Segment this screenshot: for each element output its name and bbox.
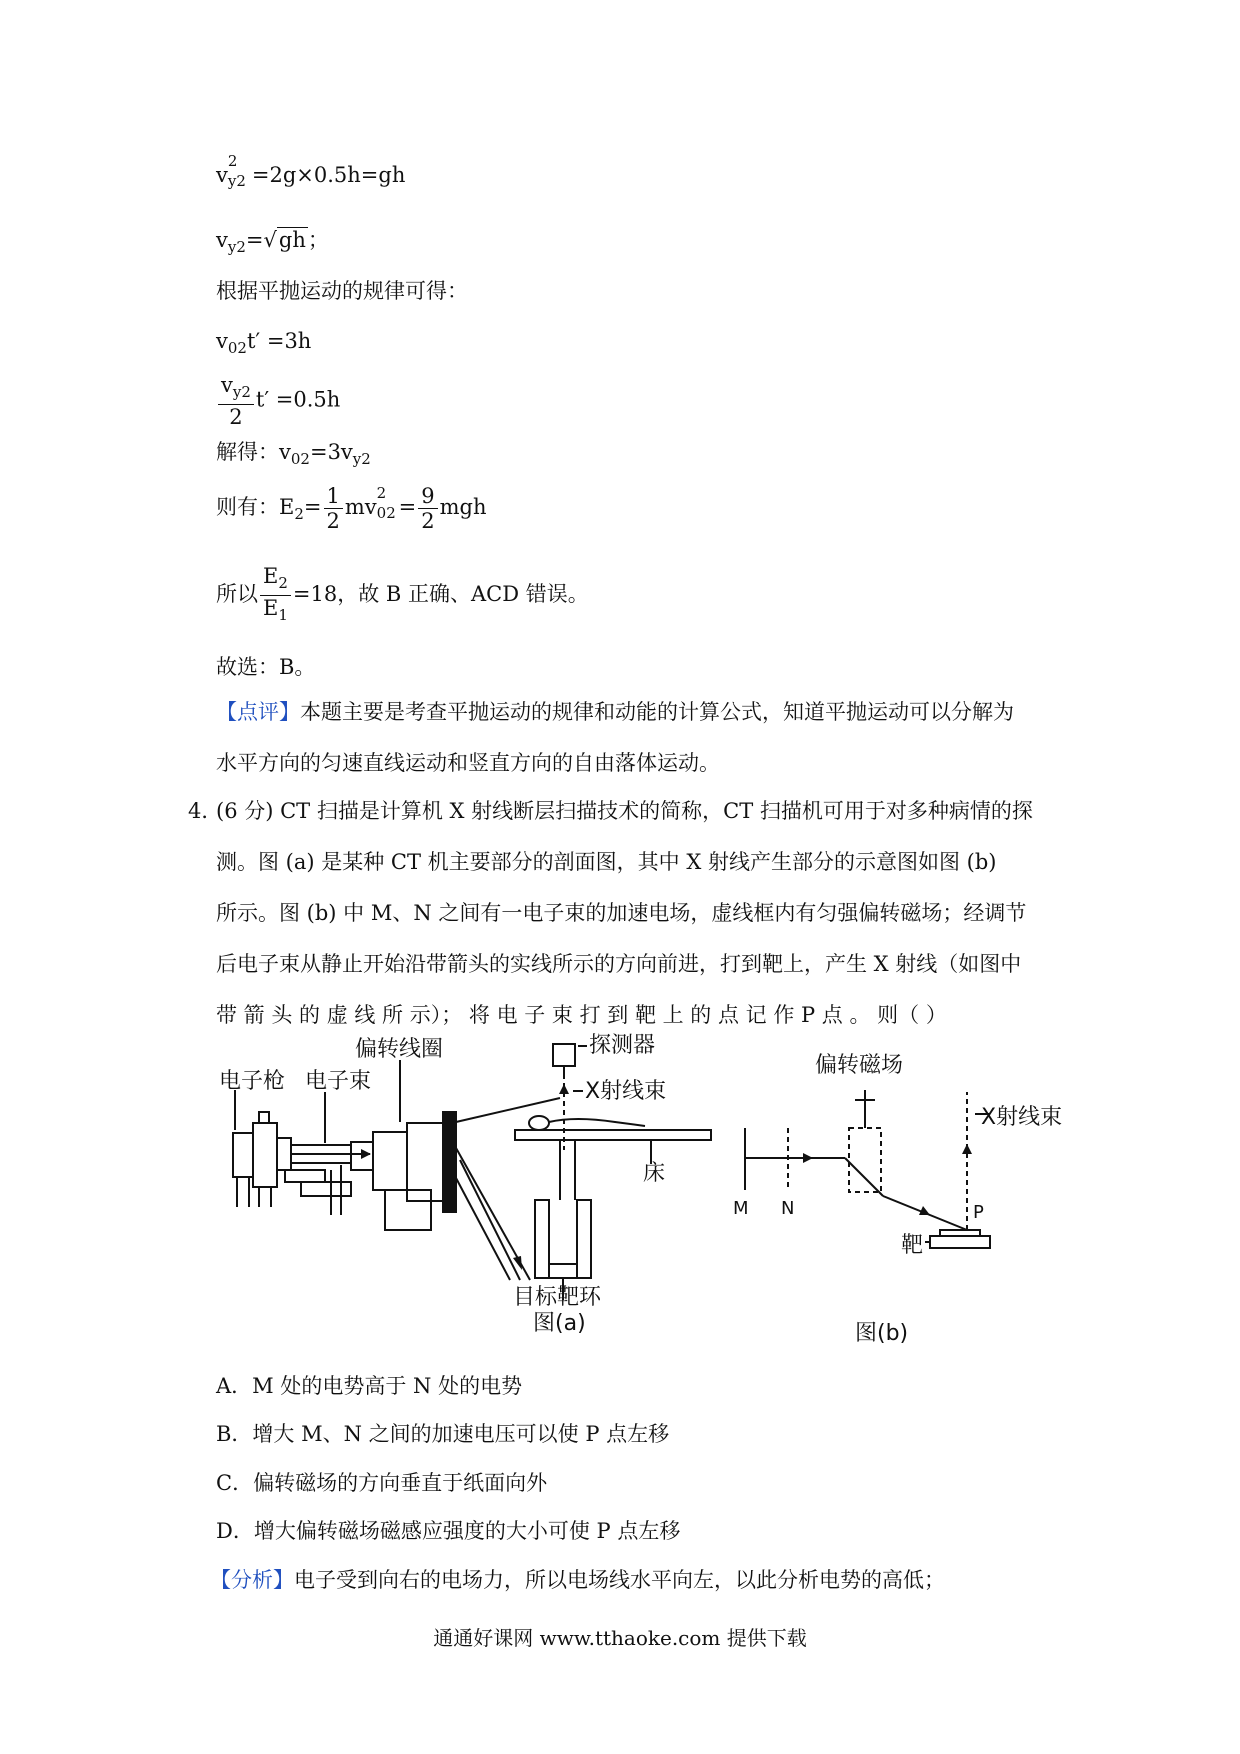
beam-arrow (361, 1149, 371, 1159)
label-ring: 目标靶环 (513, 1285, 602, 1310)
eq-sub: 02 (376, 504, 396, 522)
equation-ratio (216, 564, 589, 627)
equation-horizontal (216, 326, 311, 363)
eq-fraction (418, 484, 437, 533)
arrow-accel (803, 1153, 813, 1163)
eq-fraction (218, 373, 254, 429)
label-target: 靶 (901, 1233, 924, 1258)
question-line-3: 所示。图 (b) 中 M、N 之间有一电子束的加速电场，虚线框内有匀强偏转磁场；经调节 (216, 901, 1027, 925)
label-detector: 探测器 (589, 1033, 656, 1058)
caption-b: 图(b) (855, 1321, 909, 1346)
gun-top (259, 1112, 269, 1123)
gun-body (233, 1133, 253, 1177)
equation-vertical (216, 373, 340, 429)
eq-symbol: v (216, 163, 228, 187)
frac-den: 2 (326, 509, 340, 533)
analysis-bracket: 【分析】 (210, 1568, 294, 1592)
frac-den: 2 (421, 509, 435, 533)
frac-den: 2 (229, 405, 243, 429)
label-field: 偏转磁场 (815, 1053, 904, 1078)
eq-sub: 02 (290, 450, 310, 468)
label-gun: 电子枪 (219, 1069, 286, 1094)
figure-a (215, 1030, 715, 1336)
label-N: N (781, 1198, 795, 1219)
label-xray: X射线束 (585, 1079, 667, 1104)
eq-sub: y2 (227, 172, 246, 190)
eq-symbol: v (216, 329, 228, 353)
eq-symbol: E (263, 564, 279, 588)
label-beam: 电子束 (305, 1069, 372, 1094)
eq-rest: =18，故 B 正确、ACD 错误。 (292, 582, 589, 606)
frac-den (260, 596, 291, 627)
equation-energy (216, 484, 487, 533)
eq-rhs: =2g×0.5h=gh (251, 163, 406, 187)
eq-symbol: E (263, 596, 279, 620)
comment-text-2: 水平方向的匀速直线运动和竖直方向的自由落体运动。 (216, 751, 720, 775)
eq-sub: 2 (294, 505, 304, 523)
label-xray-b: X射线束 (981, 1105, 1063, 1130)
eq-sub: y2 (352, 450, 371, 468)
eq-sub: y2 (227, 238, 246, 256)
page-footer: 通通好课网 www.tthaoke.com 提供下载 (433, 1626, 807, 1650)
field-box (849, 1128, 881, 1192)
eq-label: 所以 (216, 582, 258, 606)
text-answer: 故选：B。 (216, 655, 316, 679)
question-line-5: 带 箭 头 的 虚 线 所 示）； 将 电 子 束 打 到 靶 上 的 点 记 作 P 点 。 则（ ） (216, 1003, 947, 1027)
arrow-xray (962, 1144, 972, 1154)
equation-vy2-squared (216, 152, 406, 190)
eq-mid: =3v (309, 440, 353, 464)
option-d: D．增大偏转磁场磁感应强度的大小可使 P 点左移 (216, 1519, 681, 1543)
eq-sup: 2 (376, 484, 387, 502)
comment-paragraph (216, 687, 1056, 789)
analysis-text: 电子受到向右的电场力，所以电场线水平向左，以此分析电势的高低； (294, 1568, 945, 1592)
eq-symbol: v (216, 228, 228, 252)
eq-sub: y2 (232, 383, 251, 401)
gun-block (253, 1123, 277, 1187)
eq-end: ； (307, 228, 329, 252)
label-M: M (733, 1198, 749, 1219)
question-line-2: 测。图 (a) 是某种 CT 机主要部分的剖面图，其中 X 射线产生部分的示意图如图 (b) (216, 850, 997, 874)
eq-sub: 2 (278, 574, 288, 592)
question-number: 4． (188, 799, 223, 823)
option-a: A．M 处的电势高于 N 处的电势 (216, 1374, 523, 1398)
eq-symbol: v (221, 373, 233, 397)
eq-sub: 02 (227, 339, 247, 357)
question-stem (216, 786, 1056, 1041)
caption-a: 图(a) (533, 1311, 586, 1336)
figure-b (735, 1048, 1075, 1348)
frac-num: 1 (324, 484, 343, 509)
eq-rest: t′ =0.5h (255, 387, 341, 412)
question-line-1: (6 分) CT 扫描是计算机 X 射线断层扫描技术的简称，CT 扫描机可用于对多种病情的探 (216, 799, 1033, 823)
eq-sub: 1 (278, 606, 288, 624)
eq-rest: t′ =3h (246, 329, 312, 353)
eq-equals: = (303, 495, 322, 519)
label-bed: 床 (643, 1161, 666, 1186)
eq-radicand: gh (278, 228, 306, 252)
eq-symbol: mgh (439, 495, 487, 519)
question-line-4: 后电子束从静止开始沿带箭头的实线所示的方向前进，打到靶上，产生 X 射线（如图中 (216, 952, 1022, 976)
eq-equals: = (398, 495, 417, 519)
analysis-paragraph (210, 1565, 945, 1595)
eq-sqrt: =√ (245, 228, 277, 252)
option-b: B．增大 M、N 之间的加速电压可以使 P 点左移 (216, 1422, 670, 1446)
eq-fraction (324, 484, 343, 533)
label-coil: 偏转线圈 (355, 1037, 444, 1062)
xray-arrow (559, 1084, 569, 1094)
eq-symbol: mv (344, 495, 377, 519)
eq-fraction (260, 564, 291, 627)
equation-solve (216, 437, 371, 474)
label-P: P (973, 1202, 984, 1223)
text-intro: 根据平抛运动的规律可得： (216, 279, 468, 303)
comment-bracket: 【点评】 (216, 700, 300, 724)
eq-label: 则有：E (216, 495, 295, 519)
comment-text-1: 本题主要是考查平抛运动的规律和动能的计算公式，知道平抛运动可以分解为 (300, 700, 1014, 724)
option-c: C．偏转磁场的方向垂直于纸面向外 (216, 1471, 548, 1495)
frac-num (260, 564, 291, 596)
eq-sup: 2 (227, 152, 238, 170)
eq-label: 解得：v (216, 440, 291, 464)
frac-num (218, 373, 254, 405)
frac-num: 9 (418, 484, 437, 509)
equation-vy2 (216, 225, 329, 262)
